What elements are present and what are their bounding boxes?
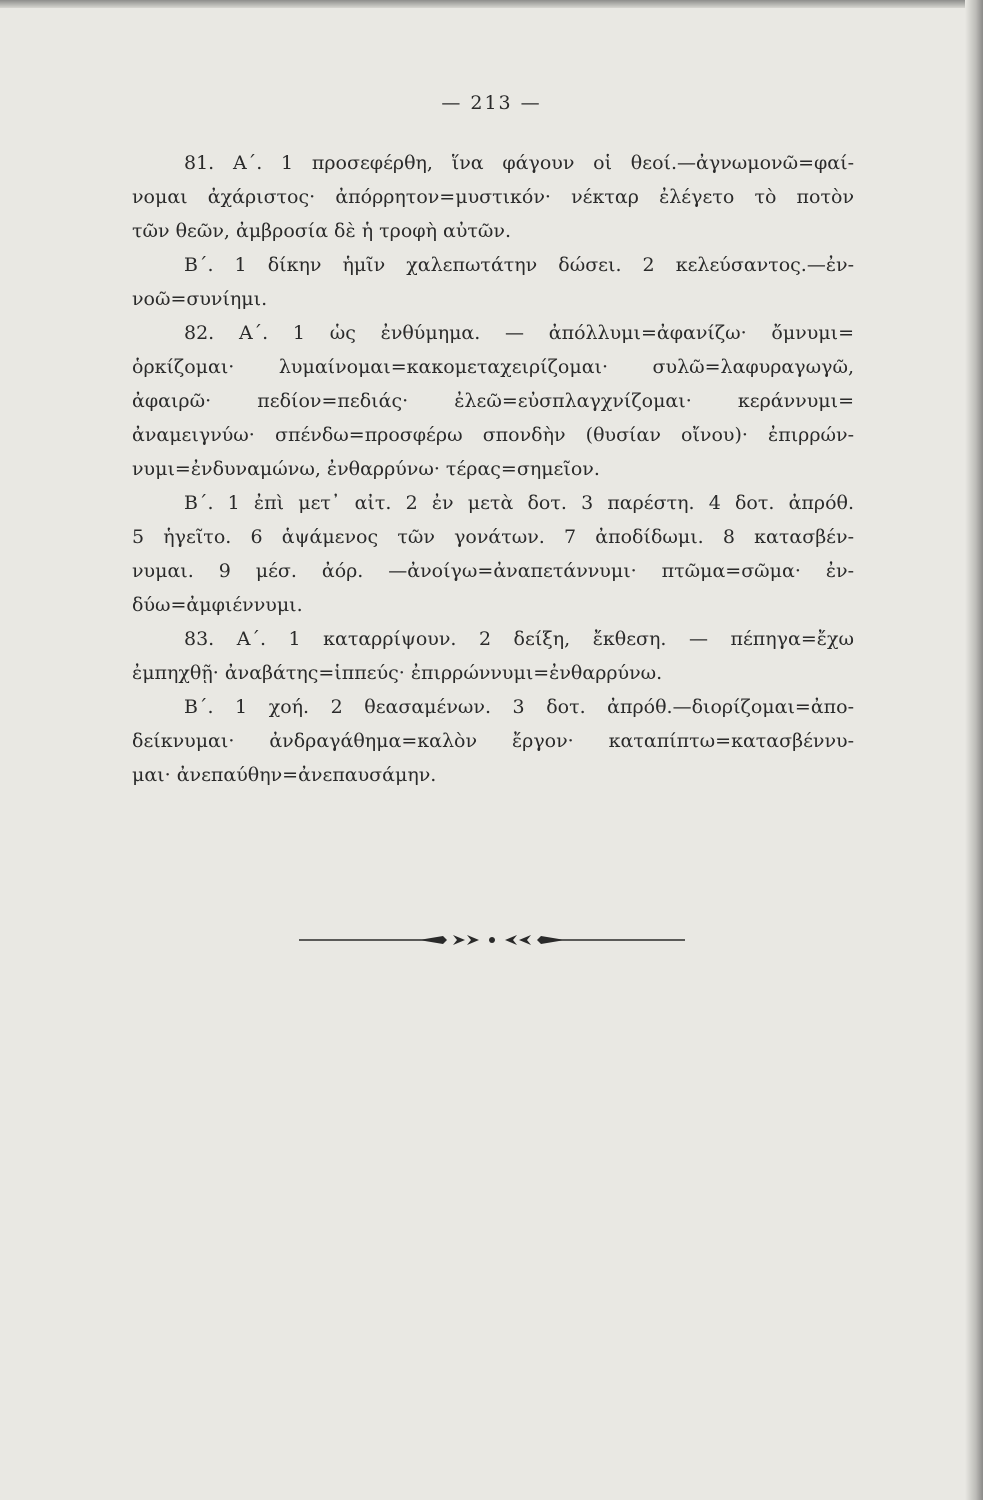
text-line: 5 ἡγεῖτο. 6 ἁψάμενος τῶν γονάτων. 7 ἀποδίδωμι. 8 κατασβέν- [132,526,854,548]
text-line: ἀφαιρῶ· πεδίον=πεδιάς· ἐλεῶ=εὐσπλαγχνίζομαι· κεράννυμι= [132,390,854,412]
ornamental-rule-icon [297,932,687,948]
text-line: Β΄. 1 χοή. 2 θεασαμένων. 3 δοτ. ἀπρόθ.—διορίζομαι=ἀπο- [184,696,854,718]
text-line: Β΄. 1 ἐπὶ μετ᾽ αἰτ. 2 ἐν μετὰ δοτ. 3 παρέστη. 4 δοτ. ἀπρόθ. [184,492,854,514]
text-line: δύω=ἀμφιέννυμι. [132,594,303,616]
text-line: δείκνυμαι· ἀνδραγάθημα=καλὸν ἔργον· καταπίπτω=κατασβέννυ- [132,730,854,752]
scan-top-edge [0,0,983,8]
text-line: Β΄. 1 δίκην ἡμῖν χαλεπωτάτην δώσει. 2 κελεύσαντος.—ἐν- [184,254,854,276]
scan-right-edge [965,0,983,1500]
text-line: νυμι=ἐνδυναμώνω, ἐνθαρρύνω· τέρας=σημεῖον. [132,458,600,480]
page-number: — 213 — [441,92,542,114]
text-line: 81. Α΄. 1 προσεφέρθη, ἵνα φάγουν οἱ θεοί.—ἀγνωμονῶ=φαί- [184,152,854,174]
commentary-text [132,146,854,792]
text-line: 82. Α΄. 1 ὡς ἐνθύμημα. — ἀπόλλυμι=ἀφανίζω· ὄμνυμι= [184,322,854,344]
text-line: νυμαι. 9 μέσ. ἀόρ. —ἀνοίγω=ἀναπετάννυμι· πτῶμα=σῶμα· ἐν- [132,560,854,582]
text-line: 83. Α΄. 1 καταρρίψουν. 2 δείξη, ἔκθεση. — πέπηγα=ἔχω [184,628,854,650]
text-line: ὁρκίζομαι· λυμαίνομαι=κακομεταχειρίζομαι· συλῶ=λαφυραγωγῶ, [132,356,854,378]
text-line: νοῶ=συνίημι. [132,288,268,310]
text-line: ἐμπηχθῇ· ἀναβάτης=ἱππεύς· ἐπιρρώννυμι=ἐνθαρρύνω. [132,662,663,684]
text-line: τῶν θεῶν, ἀμβροσία δὲ ἡ τροφὴ αὐτῶν. [132,220,511,242]
text-line: ἀναμειγνύω· σπένδω=προσφέρω σπονδὴν (θυσίαν οἴνου)· ἐπιρρών- [132,424,854,446]
text-line: νομαι ἀχάριστος· ἀπόρρητον=μυστικόν· νέκταρ ἐλέγετο τὸ ποτὸν [132,186,854,208]
text-line: μαι· ἀνεπαύθην=ἀνεπαυσάμην. [132,764,437,786]
